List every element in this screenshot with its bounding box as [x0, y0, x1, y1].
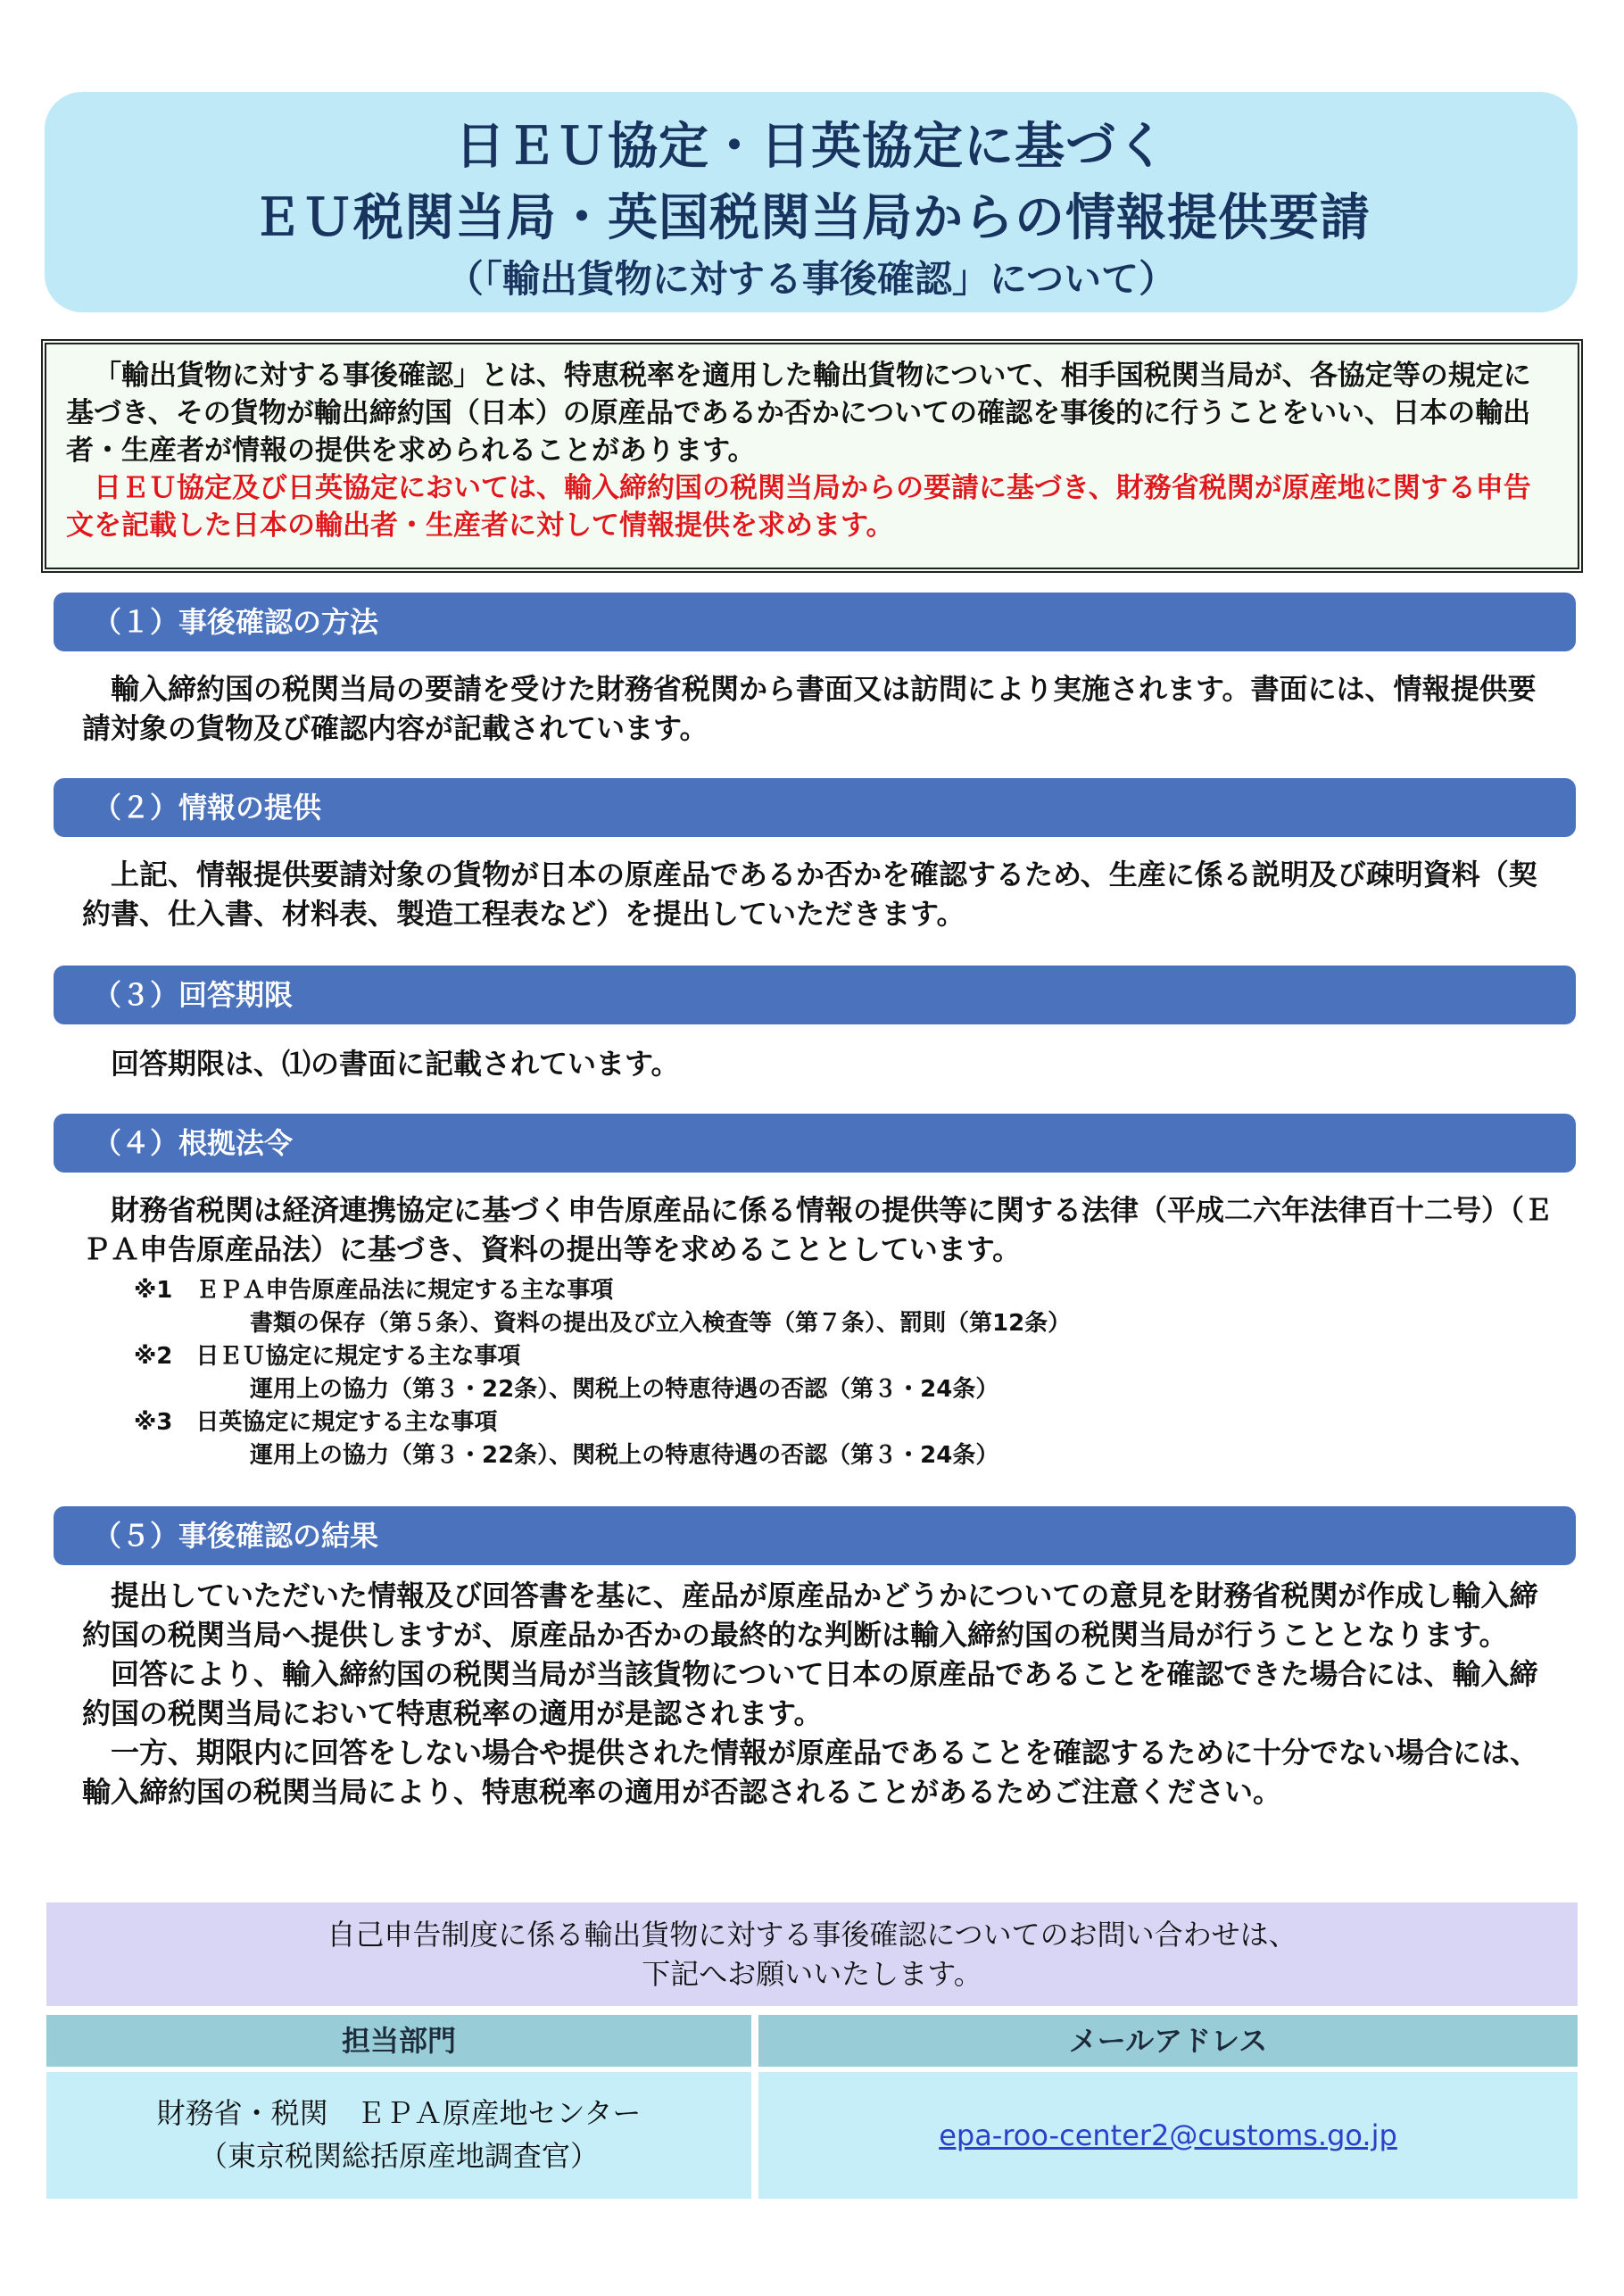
legal-notes [134, 1274, 1472, 1472]
title-banner [45, 92, 1578, 312]
title-line-1: 日ＥＵ協定・日英協定に基づく [455, 118, 1167, 176]
title-line-3: （「輸出貨物に対する事後確認」について） [445, 257, 1177, 301]
section-body-2 [82, 855, 1563, 944]
section-body-4 [82, 1190, 1563, 1276]
table-cell-department [46, 2072, 751, 2199]
note-3-label: ※3 日英協定に規定する主な事項 [134, 1409, 498, 1436]
section-heading-4: （４）根拠法令 [54, 1114, 1576, 1173]
title-line-2: ＥＵ税関当局・英国税関当局からの情報提供要請 [252, 189, 1371, 247]
section-body-4-text: 財務省税関は経済連携協定に基づく申告原産品に係る情報の提供等に関する法律（平成二六年法律百十二号）（ＥＰＡ申告原産品法）に基づき、資料の提出等を求めることとしています。 [82, 1193, 1554, 1266]
section-heading-2: （２）情報の提供 [54, 778, 1576, 837]
intro-box [41, 339, 1583, 573]
section-body-5-paragraph-1: 提出していただいた情報及び回答書を基に、産品が原産品かどうかについての意見を財務省税関が作成し輸入締約国の税関当局へ提供しますが、原産品か否かの最終的な判断は輸入締約国の税関当局が行うこととなります。 [82, 1579, 1538, 1652]
table-header-department: 担当部門 [46, 2015, 751, 2067]
section-body-3 [82, 1044, 1563, 1089]
intro-highlight-paragraph: 日ＥＵ協定及び日英協定においては、輸入締約国の税関当局からの要請に基づき、財務省税関が原産地に関する申告文を記載した日本の輸出者・生産者に対して情報提供を求めます。 [66, 472, 1531, 542]
email-link[interactable]: epa-roo-center2@customs.go.jp [939, 2118, 1397, 2152]
table-header-email: メールアドレス [758, 2015, 1578, 2067]
section-body-5-paragraph-3: 一方、期限内に回答をしない場合や提供された情報が原産品であることを確認するために十分でない場合には、輸入締約国の税関当局により、特恵税率の適用が否認されることがあるためご注意ください。 [82, 1736, 1539, 1809]
section-body-5 [82, 1576, 1563, 1897]
section-heading-1: （１）事後確認の方法 [54, 593, 1576, 651]
note-2-detail: 運用上の協力（第３・22条）、関税上の特恵待遇の否認（第３・24条） [250, 1376, 999, 1403]
section-heading-3: （３）回答期限 [54, 966, 1576, 1024]
department-office: （東京税関総括原産地調査官） [198, 2139, 599, 2173]
section-body-3-text: 回答期限は、⑴の書面に記載されています。 [111, 1047, 680, 1081]
department-name: 財務省・税関 ＥＰＡ原産地センター [156, 2096, 642, 2130]
note-1-detail: 書類の保存（第５条）、資料の提出及び立入検査等（第７条）、罰則（第12条） [250, 1310, 1072, 1337]
section-body-1 [82, 669, 1563, 758]
table-cell-email [758, 2072, 1578, 2199]
section-heading-5: （５）事後確認の結果 [54, 1506, 1576, 1565]
section-body-1-text: 輸入締約国の税関当局の要請を受けた財務省税関から書面又は訪問により実施されます。書面には、情報提供要請対象の貨物及び確認内容が記載されています。 [82, 672, 1537, 745]
contact-line-2: 下記へお願いいたします。 [642, 1957, 982, 1991]
section-body-5-paragraph-2: 回答により、輸入締約国の税関当局が当該貨物について日本の原産品であることを確認できた場合には、輸入締約国の税関当局において特恵税率の適用が是認されます。 [82, 1657, 1538, 1730]
contact-line-1: 自己申告制度に係る輸出貨物に対する事後確認についてのお問い合わせは、 [327, 1918, 1297, 1952]
section-body-2-text: 上記、情報提供要請対象の貨物が日本の原産品であるか否かを確認するため、生産に係る説明及び疎明資料（契約書、仕入書、材料表、製造工程表など）を提出していただきます。 [82, 858, 1537, 931]
note-3-detail: 運用上の協力（第３・22条）、関税上の特恵待遇の否認（第３・24条） [250, 1442, 999, 1469]
note-1-label: ※1 ＥＰＡ申告原産品法に規定する主な事項 [134, 1277, 614, 1304]
note-2-label: ※2 日ＥＵ協定に規定する主な事項 [134, 1343, 521, 1370]
contact-notice [46, 1902, 1578, 2006]
intro-paragraph: 「輸出貨物に対する事後確認」とは、特恵税率を適用した輸出貨物について、相手国税関当局が、各協定等の規定に基づき、その貨物が輸出締約国（日本）の原産品であるか否かについての確認を事後的に行うことをいい、日本の輸出者・生産者が情報の提供を求められることがあります。 [66, 360, 1531, 467]
